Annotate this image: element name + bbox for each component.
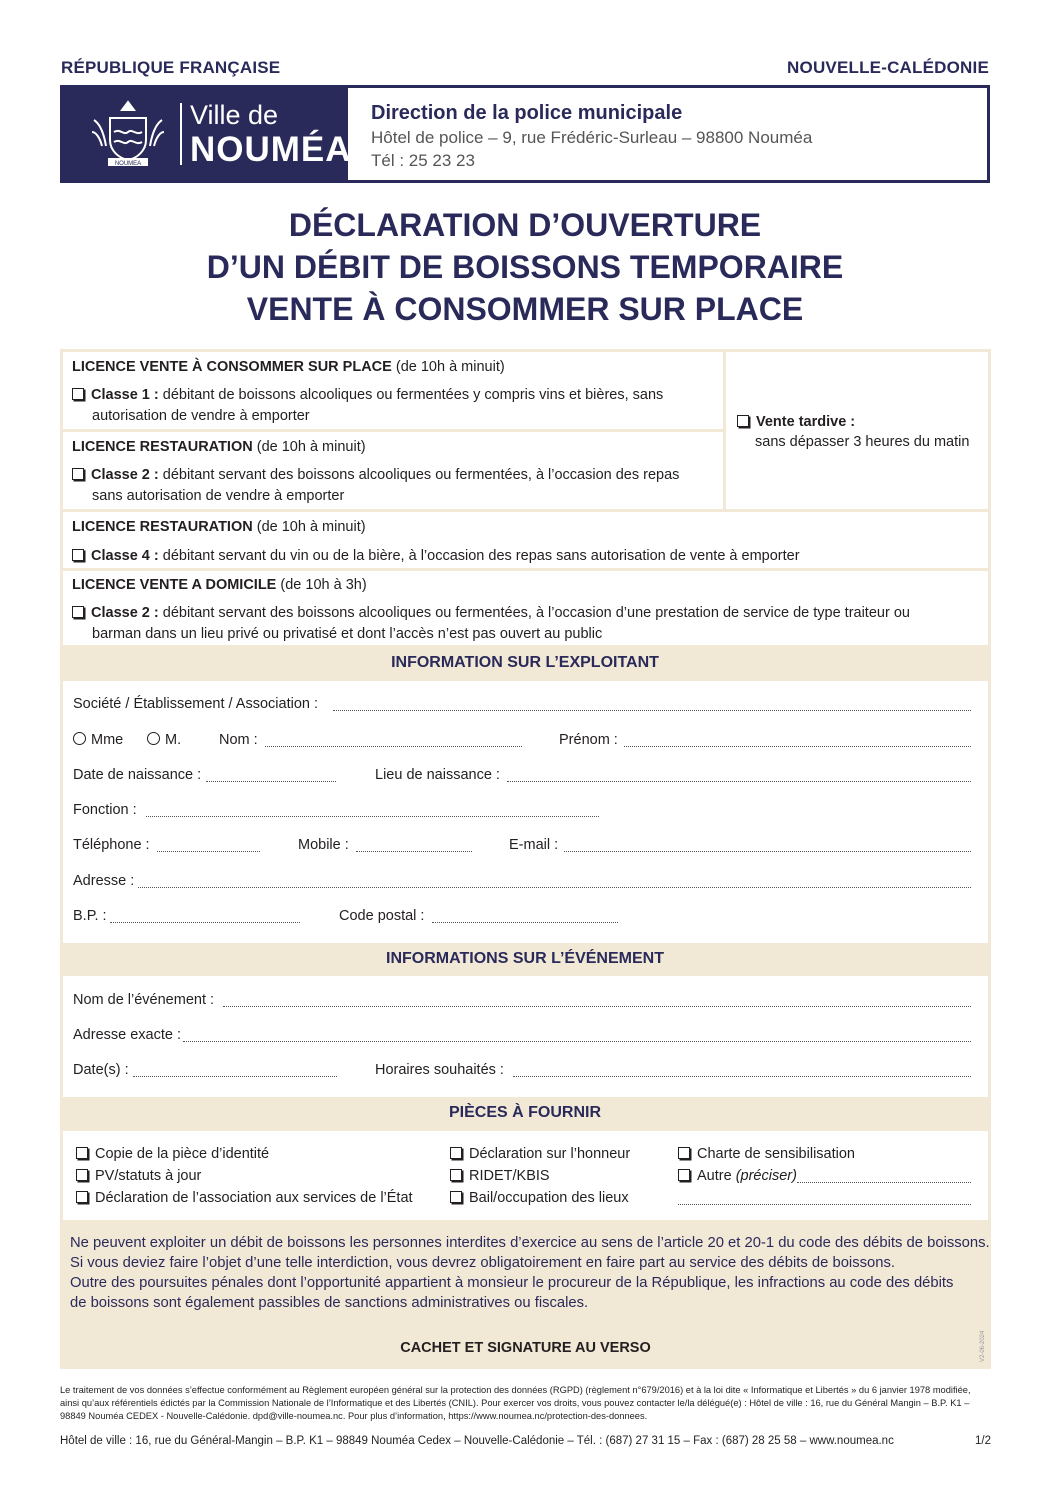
checkbox-icon[interactable]	[72, 606, 84, 618]
adresse-exacte-field[interactable]	[183, 1041, 971, 1042]
licence-4-desc: barman dans un lieu privé ou privatisé et dont l’accès n’est pas ouvert au public	[92, 626, 603, 642]
fonction-field[interactable]	[146, 816, 599, 817]
bp-label: B.P. :	[73, 908, 107, 924]
licence-1-option[interactable]: Classe 1 : débitant de boissons alcooliques ou fermentées y compris vins et bières, sans	[72, 387, 663, 403]
radio-icon[interactable]	[73, 732, 86, 745]
licence-1-desc: autorisation de vendre à emporter	[92, 408, 310, 424]
societe-label: Société / Établissement / Association :	[73, 696, 319, 712]
bp-field[interactable]	[110, 922, 300, 923]
fonction-label: Fonction :	[73, 802, 137, 818]
pieces-heading: PIÈCES À FOURNIR	[448, 1104, 601, 1121]
checkbox-icon[interactable]	[678, 1147, 690, 1159]
exploitant-panel	[63, 681, 988, 943]
direction-phone: Tél : 25 23 23	[371, 151, 475, 170]
signature-note: CACHET ET SIGNATURE AU VERSO	[400, 1340, 651, 1356]
checkbox-icon[interactable]	[450, 1147, 462, 1159]
page-number: 1/2	[975, 1435, 991, 1447]
mobile-field[interactable]	[356, 851, 472, 852]
autre-field-line2[interactable]	[678, 1204, 971, 1205]
lieu-naissance-field[interactable]	[507, 781, 971, 782]
logo-text-ville: Ville de	[190, 100, 279, 130]
licence-2-option[interactable]: Classe 2 : débitant servant des boissons alcooliques ou fermentées, à l’occasion des repas	[72, 467, 679, 483]
checkbox-icon[interactable]	[76, 1191, 88, 1203]
piece-charte[interactable]: Charte de sensibilisation	[678, 1146, 855, 1162]
city-crest-icon	[88, 98, 168, 170]
code-postal-field[interactable]	[432, 922, 618, 923]
evenement-heading: INFORMATIONS SUR L’ÉVÉNEMENT	[386, 950, 664, 967]
date-naissance-field[interactable]	[206, 781, 336, 782]
warning-line3: Outre des poursuites pénales dont l’opportunité appartient à monsieur le procureur de la République, les infractions au code des débits	[70, 1275, 954, 1291]
region-label: NOUVELLE-CALÉDONIE	[787, 58, 989, 77]
autre-field[interactable]	[797, 1182, 971, 1183]
licence-4-title: LICENCE VENTE A DOMICILE (de 10h à 3h)	[72, 577, 367, 593]
code-postal-label: Code postal :	[339, 908, 425, 924]
piece-declaration-honneur[interactable]: Déclaration sur l’honneur	[450, 1146, 630, 1162]
document-reference: V2-06-2024	[980, 1330, 986, 1362]
checkbox-icon[interactable]	[72, 468, 84, 480]
checkbox-icon[interactable]	[737, 415, 749, 427]
licence-3-option[interactable]: Classe 4 : débitant servant du vin ou de la bière, à l’occasion des repas sans autorisation de vente à emporter	[72, 548, 800, 564]
prenom-label: Prénom :	[559, 732, 618, 748]
telephone-label: Téléphone :	[73, 837, 150, 853]
page-title-line1: DÉCLARATION D’OUVERTURE	[288, 207, 762, 243]
adresse-field[interactable]	[138, 887, 971, 888]
email-label: E-mail :	[509, 837, 559, 853]
warning-line2: Si vous deviez faire l’objet d’une telle interdiction, vous devrez obligatoirement en faire part au service des débits de boissons.	[70, 1255, 895, 1271]
checkbox-icon[interactable]	[72, 549, 84, 561]
adresse-exacte-label: Adresse exacte :	[73, 1027, 181, 1043]
civilite-m[interactable]: M.	[147, 732, 181, 748]
email-field[interactable]	[564, 851, 971, 852]
adresse-label: Adresse :	[73, 873, 135, 889]
footer-address: Hôtel de ville : 16, rue du Général-Mangin – B.P. K1 – 98849 Nouméa Cedex – Nouvelle-Calédonie – Tél. : (687) 27 31 15 – Fax : (687) 28 25 58 – www.noumea.nc	[60, 1435, 894, 1447]
nom-label: Nom :	[219, 732, 258, 748]
checkbox-icon[interactable]	[450, 1169, 462, 1181]
checkbox-icon[interactable]	[678, 1169, 690, 1181]
licence-1-title: LICENCE VENTE À CONSOMMER SUR PLACE (de 10h à minuit)	[72, 359, 505, 375]
horaires-label: Horaires souhaités :	[375, 1062, 504, 1078]
exploitant-heading: INFORMATION SUR L’EXPLOITANT	[391, 654, 659, 671]
prenom-field[interactable]	[624, 746, 971, 747]
warning-line4: de boissons sont également passibles de sanctions administratives ou fiscales.	[70, 1295, 589, 1311]
checkbox-icon[interactable]	[450, 1191, 462, 1203]
checkbox-icon[interactable]	[72, 388, 84, 400]
date-naissance-label: Date de naissance :	[73, 767, 202, 783]
lieu-naissance-label: Lieu de naissance :	[375, 767, 500, 783]
dates-label: Date(s) :	[73, 1062, 129, 1078]
direction-address: Hôtel de police – 9, rue Frédéric-Surleau – 98800 Nouméa	[371, 128, 813, 147]
piece-autre[interactable]: Autre (préciser)	[678, 1168, 797, 1184]
piece-ridet-kbis[interactable]: RIDET/KBIS	[450, 1168, 550, 1184]
warning-line1: Ne peuvent exploiter un débit de boissons les personnes interdites d’exercice au sens de l’article 20 et 20-1 du code des débits de boissons.	[70, 1235, 990, 1251]
civilite-mme[interactable]: Mme	[73, 732, 123, 748]
piece-pv-statuts[interactable]: PV/statuts à jour	[76, 1168, 201, 1184]
legal-line3: 98849 Nouméa CEDEX - Nouvelle-Calédonie. dpd@ville-noumea.nc. Pour plus d’information, https://www.noumea.nc/protection-des-donnees.	[60, 1411, 648, 1421]
societe-field[interactable]	[333, 710, 971, 711]
horaires-field[interactable]	[513, 1076, 971, 1077]
licence-4-option[interactable]: Classe 2 : débitant servant des boissons alcooliques ou fermentées, à l’occasion d’une prestation de service de type traiteur ou	[72, 605, 910, 621]
svg-text:NOUMEA: NOUMEA	[114, 161, 142, 167]
checkbox-icon[interactable]	[76, 1169, 88, 1181]
page-title-line2: D’UN DÉBIT DE BOISSONS TEMPORAIRE	[206, 249, 844, 285]
republique-label: RÉPUBLIQUE FRANÇAISE	[61, 58, 281, 77]
licence-3-title: LICENCE RESTAURATION (de 10h à minuit)	[72, 519, 366, 535]
vente-tardive-desc: sans dépasser 3 heures du matin	[755, 434, 970, 450]
logo-separator	[180, 103, 182, 165]
vente-tardive-option[interactable]: Vente tardive :	[737, 414, 855, 430]
piece-bail[interactable]: Bail/occupation des lieux	[450, 1190, 629, 1206]
page-title-line3: VENTE À CONSOMMER SUR PLACE	[246, 291, 804, 327]
licence-2-title: LICENCE RESTAURATION (de 10h à minuit)	[72, 439, 366, 455]
piece-identite[interactable]: Copie de la pièce d’identité	[76, 1146, 269, 1162]
legal-line2: ainsi qu’aux référentiels édictés par la Commission Nationale de l’Informatique et des Libertés (CNIL). Pour exercer vos droits, vous pouvez contacter le/la délégué(e) : Hôtel de ville : 16, rue du Général Mangin – B.P. K1 –	[60, 1398, 970, 1408]
nom-evenement-label: Nom de l’événement :	[73, 992, 215, 1008]
legal-line1: Le traitement de vos données s’effectue conformément au Règlement européen général sur la protection des données (RGPD) (règlement n°679/2016) et à la loi dite « Informatique et Libertés » du 6 janvier 1978 modifiée,	[60, 1385, 971, 1395]
logo-text-noumea: NOUMÉA	[190, 130, 352, 169]
licence-2-desc: sans autorisation de vendre à emporter	[92, 488, 345, 504]
dates-field[interactable]	[133, 1076, 337, 1077]
direction-title: Direction de la police municipale	[371, 102, 683, 124]
checkbox-icon[interactable]	[76, 1147, 88, 1159]
radio-icon[interactable]	[147, 732, 160, 745]
telephone-field[interactable]	[157, 851, 260, 852]
mobile-label: Mobile :	[298, 837, 349, 853]
nom-evenement-field[interactable]	[223, 1006, 971, 1007]
piece-declaration-association[interactable]: Déclaration de l’association aux services de l’État	[76, 1190, 413, 1206]
vente-tardive-cell	[726, 352, 988, 509]
nom-field[interactable]	[265, 746, 522, 747]
